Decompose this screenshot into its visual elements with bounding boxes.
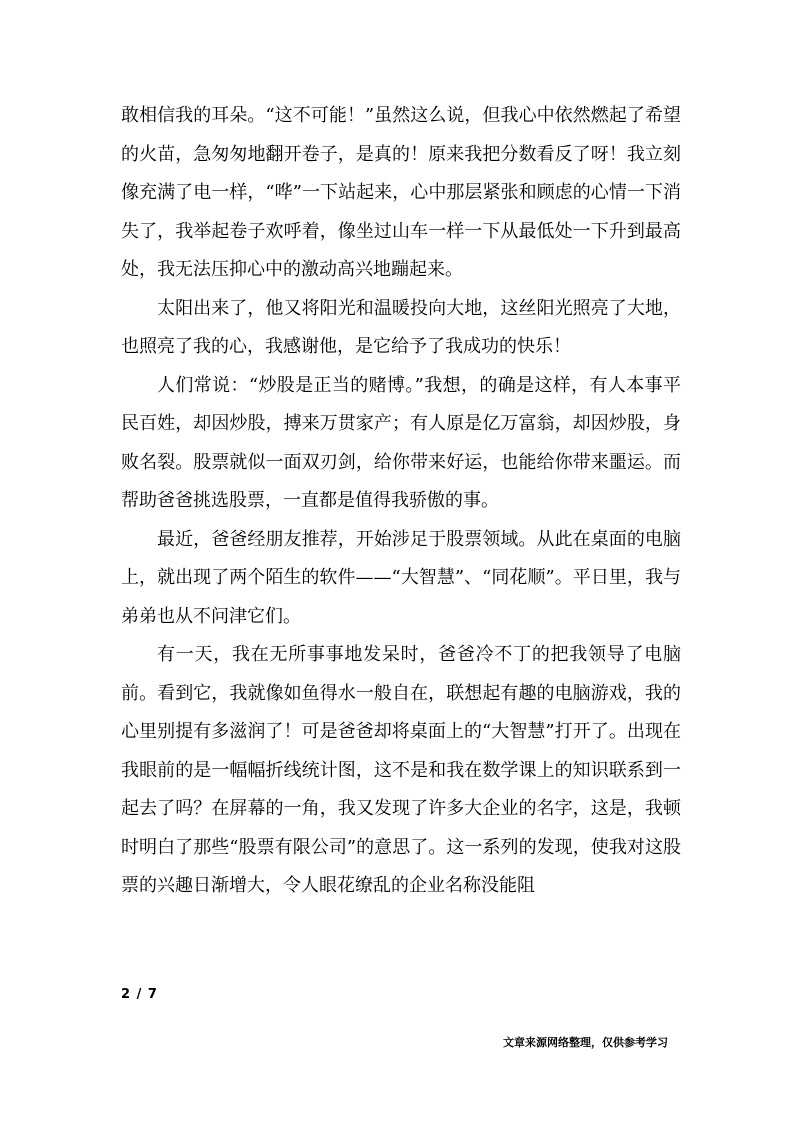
paragraph: 太阳出来了，他又将阳光和温暖投向大地，这丝阳光照亮了大地，也照亮了我的心，我感谢他，是它给予了我成功的快乐！ [121,297,681,357]
document-body [121,97,681,906]
page-number: 2 / 7 [121,987,158,1002]
paragraph: 人们常说：“炒股是正当的赌博。”我想，的确是这样，有人本事平民百姓，却因炒股，搏来万贯家产；有人原是亿万富翁，却因炒股，身败名裂。股票就似一面双刃剑，给你带来好运，也能给你带来噩运。而帮助爸爸挑选股票，一直都是值得我骄傲的事。 [121,374,681,511]
paragraph-continued: 敢相信我的耳朵。“这不可能！”虽然这么说，但我心中依然燃起了希望的火苗，急匆匆地翻开卷子，是真的！原来我把分数看反了呀！我立刻像充满了电一样，“哗”一下站起来，心中那层紧张和顾虑的心情一下消失了，我举起卷子欢呼着，像坐过山车一样一下从最低处一下升到最高处，我无法压抑心中的激动高兴地蹦起来。 [121,105,681,280]
paragraph: 最近，爸爸经朋友推荐，开始涉足于股票领域。从此在桌面的电脑上，就出现了两个陌生的软件——“大智慧”、“同花顺”。平日里，我与弟弟也从不问津它们。 [121,528,681,627]
paragraph: 有一天，我在无所事事地发呆时，爸爸冷不丁的把我领导了电脑前。看到它，我就像如鱼得水一般自在，联想起有趣的电脑游戏，我的心里别提有多滋润了！可是爸爸却将桌面上的“大智慧”打开了。出现在我眼前的是一幅幅折线统计图，这不是和我在数学课上的知识联系到一起去了吗？在屏幕的一角，我又发现了许多大企业的名字，这是，我顿时明白了那些“股票有限公司”的意思了。这一系列的发现，使我对这股票的兴趣日渐增大，令人眼花缭乱的企业名称没能阻 [121,644,681,896]
footer-source-note: 文章来源网络整理，仅供参考学习 [503,1036,668,1049]
